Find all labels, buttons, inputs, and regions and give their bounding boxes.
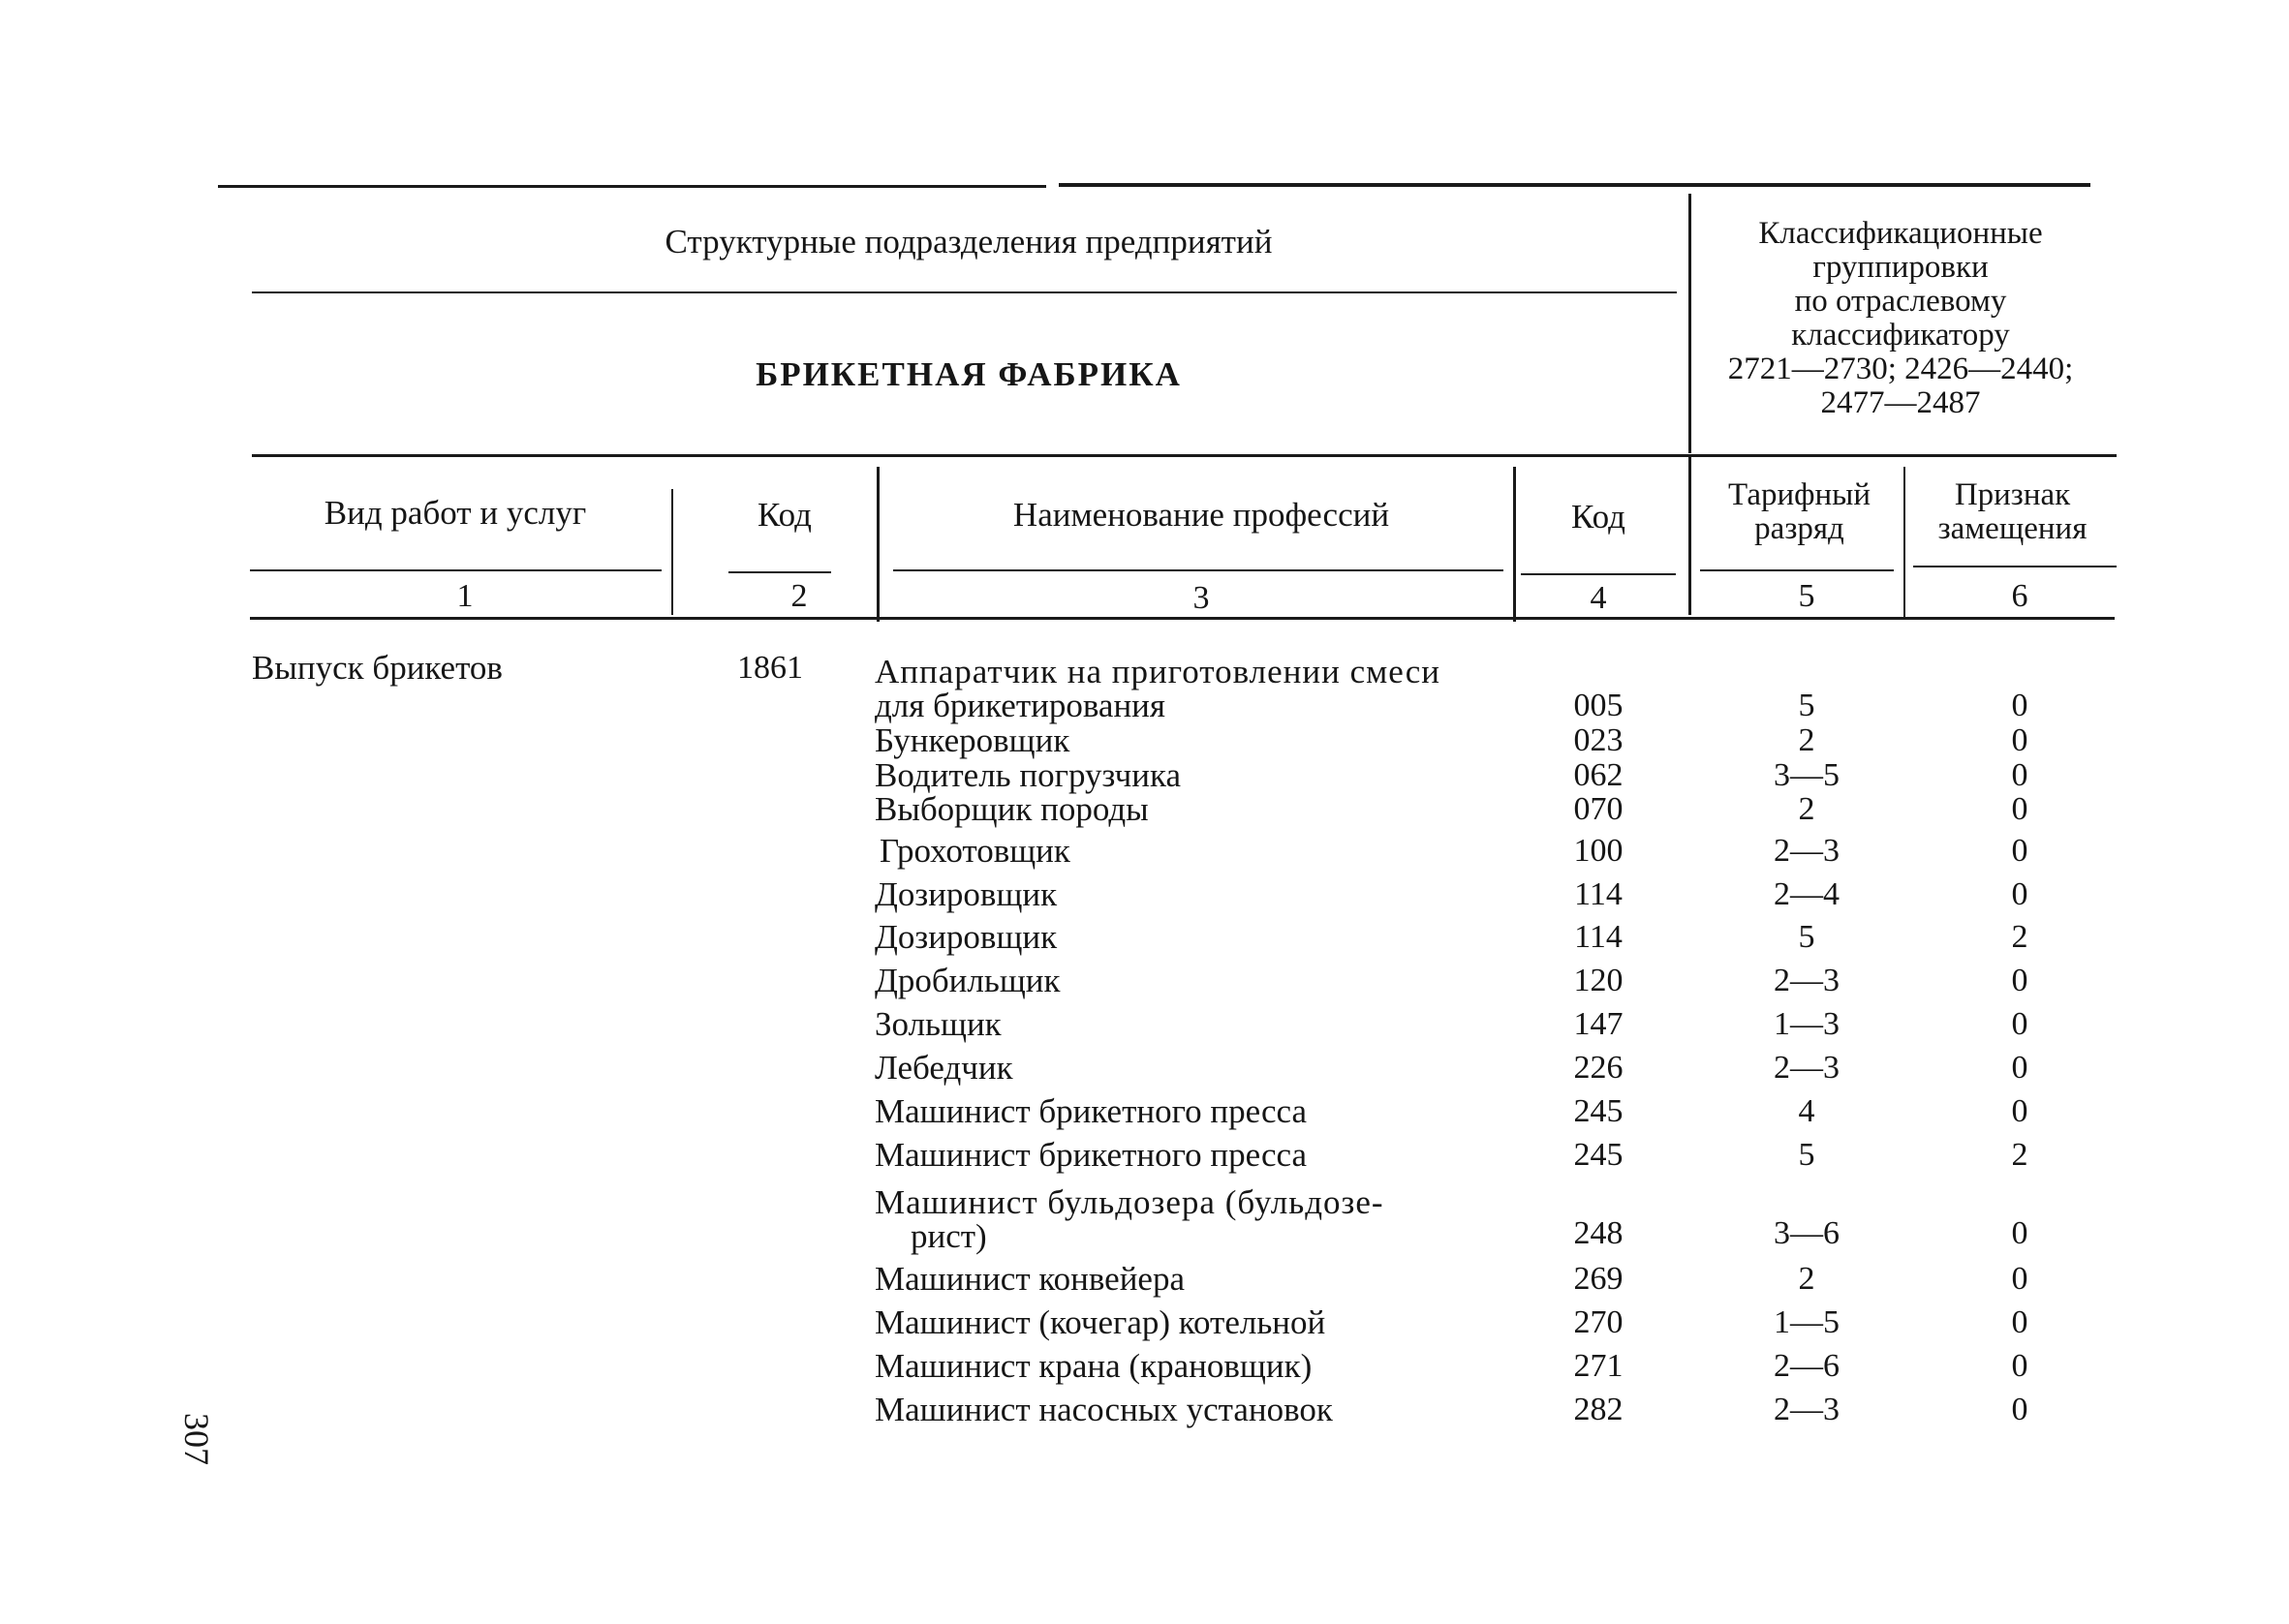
substitution-flag: 0: [2011, 1093, 2028, 1129]
profession-code: 282: [1573, 1392, 1624, 1427]
page-number: 307: [177, 1413, 216, 1465]
profession-name: Машинист бульдозера (бульдозе-: [875, 1183, 1384, 1221]
profession-code: 226: [1573, 1050, 1624, 1086]
substitution-flag: 0: [2011, 1304, 2028, 1340]
classification-line: 2477—2487: [1820, 385, 1981, 420]
col-divider-3: [1513, 467, 1516, 622]
profession-name: Машинист брикетного пресса: [875, 1136, 1308, 1174]
col-divider-5: [1903, 467, 1905, 617]
work-code-cell: 1861: [737, 650, 803, 686]
col-header-profession: Наименование профессий: [1012, 496, 1390, 534]
col-underline-3: [893, 569, 1503, 571]
profession-code: 114: [1574, 919, 1623, 955]
profession-name: Дозировщик: [875, 918, 1058, 956]
substitution-flag: 0: [2011, 757, 2028, 793]
tariff-grade: 3—5: [1774, 757, 1840, 793]
col-number: 5: [1798, 578, 1815, 614]
col-divider-1: [671, 489, 673, 615]
substitution-flag: 0: [2011, 833, 2028, 869]
top-rule-left: [218, 185, 1046, 188]
tariff-grade: 1—3: [1774, 1006, 1840, 1042]
profession-name: Зольщик: [875, 1005, 1002, 1043]
col-header-substitution: Признак замещения: [1937, 477, 2088, 546]
tariff-grade: 2—3: [1774, 833, 1840, 869]
profession-code: 270: [1573, 1304, 1624, 1340]
col-divider-4: [1688, 455, 1691, 615]
classification-block: [1702, 217, 2099, 420]
profession-name: Водитель погрузчика: [875, 756, 1181, 794]
profession-code: 070: [1573, 791, 1624, 827]
col-numbers-rule: [250, 617, 2115, 620]
substitution-flag: 0: [2011, 1050, 2028, 1086]
col-underline-6: [1913, 566, 2117, 567]
substitution-flag: 2: [2011, 1137, 2028, 1173]
col-number: 6: [2011, 578, 2028, 614]
profession-name: Дозировщик: [875, 875, 1058, 913]
tariff-grade: 2—6: [1774, 1348, 1840, 1384]
tariff-grade: 4: [1798, 1093, 1815, 1129]
col-header-code: Код: [758, 496, 812, 534]
tariff-grade: 1—5: [1774, 1304, 1840, 1340]
profession-code: 005: [1573, 688, 1624, 723]
col-underline-2: [728, 571, 831, 573]
profession-name: для брикетирования: [875, 687, 1166, 724]
profession-code: 114: [1574, 876, 1623, 912]
profession-name: Бункеровщик: [875, 721, 1070, 759]
col-number: 4: [1590, 580, 1607, 616]
profession-name: Машинист конвейера: [875, 1260, 1185, 1298]
substitution-flag: 0: [2011, 1348, 2028, 1384]
substitution-flag: 0: [2011, 1392, 2028, 1427]
classification-line: Классификационные: [1758, 216, 2043, 251]
substitution-flag: 2: [2011, 919, 2028, 955]
col-underline-4: [1521, 573, 1676, 575]
col-underline-1: [250, 569, 662, 571]
col-divider-2: [877, 467, 880, 622]
profession-name: рист): [911, 1217, 987, 1255]
substitution-flag: 0: [2011, 1006, 2028, 1042]
col-underline-5: [1700, 569, 1894, 571]
profession-name: Аппаратчик на приготовлении смеси: [875, 653, 1440, 690]
classification-line: по отраслевому: [1794, 284, 2007, 319]
col-header-grade: Тарифный разряд: [1727, 477, 1871, 546]
col-number: 2: [790, 578, 808, 614]
tariff-grade: 5: [1798, 1137, 1815, 1173]
col-number: 3: [1192, 580, 1210, 616]
tariff-grade: 2: [1798, 1261, 1815, 1297]
header-divider: [1688, 194, 1691, 453]
profession-code: 245: [1573, 1137, 1624, 1173]
substitution-flag: 0: [2011, 876, 2028, 912]
tariff-grade: 2—3: [1774, 1050, 1840, 1086]
profession-name: Лебедчик: [875, 1049, 1013, 1087]
classification-line: группировки: [1812, 250, 1989, 285]
profession-name: Дробильщик: [875, 962, 1061, 999]
profession-code: 147: [1573, 1006, 1624, 1042]
classification-line: 2721—2730; 2426—2440;: [1727, 352, 2074, 386]
profession-name: Грохотовщик: [880, 832, 1070, 870]
profession-name: Машинист насосных установок: [875, 1391, 1333, 1428]
col-number: 1: [456, 578, 474, 614]
tariff-grade: 2—4: [1774, 876, 1840, 912]
profession-name: Выборщик породы: [875, 790, 1149, 828]
profession-name: Машинист крана (крановщик): [875, 1347, 1313, 1385]
profession-code: 023: [1573, 722, 1624, 758]
factory-name: БРИКЕТНАЯ ФАБРИКА: [756, 355, 1182, 393]
tariff-grade: 2: [1798, 722, 1815, 758]
profession-code: 245: [1573, 1093, 1624, 1129]
substitution-flag: 0: [2011, 1215, 2028, 1251]
substitution-flag: 0: [2011, 963, 2028, 998]
col-header-work-type: Вид работ и услуг: [324, 494, 587, 532]
tariff-grade: 5: [1798, 688, 1815, 723]
tariff-grade: 2: [1798, 791, 1815, 827]
header-bottom-rule: [252, 454, 2117, 457]
col-header-code-2: Код: [1571, 498, 1625, 536]
profession-name: Машинист (кочегар) котельной: [875, 1303, 1326, 1341]
tariff-grade: 2—3: [1774, 963, 1840, 998]
profession-code: 271: [1573, 1348, 1624, 1384]
profession-code: 269: [1573, 1261, 1624, 1297]
tariff-grade: 3—6: [1774, 1215, 1840, 1251]
profession-code: 100: [1573, 833, 1624, 869]
tariff-grade: 5: [1798, 919, 1815, 955]
substitution-flag: 0: [2011, 1261, 2028, 1297]
header-mid-rule: [252, 291, 1677, 293]
substitution-flag: 0: [2011, 722, 2028, 758]
substitution-flag: 0: [2011, 688, 2028, 723]
tariff-grade: 2—3: [1774, 1392, 1840, 1427]
profession-code: 248: [1573, 1215, 1624, 1251]
profession-code: 062: [1573, 757, 1624, 793]
profession-code: 120: [1573, 963, 1624, 998]
classification-line: классификатору: [1791, 318, 2010, 352]
structure-title: Структурные подразделения предприятий: [665, 223, 1273, 260]
work-type-cell: Выпуск брикетов: [252, 649, 503, 687]
profession-name: Машинист брикетного пресса: [875, 1092, 1308, 1130]
top-rule-right: [1059, 183, 2090, 187]
substitution-flag: 0: [2011, 791, 2028, 827]
